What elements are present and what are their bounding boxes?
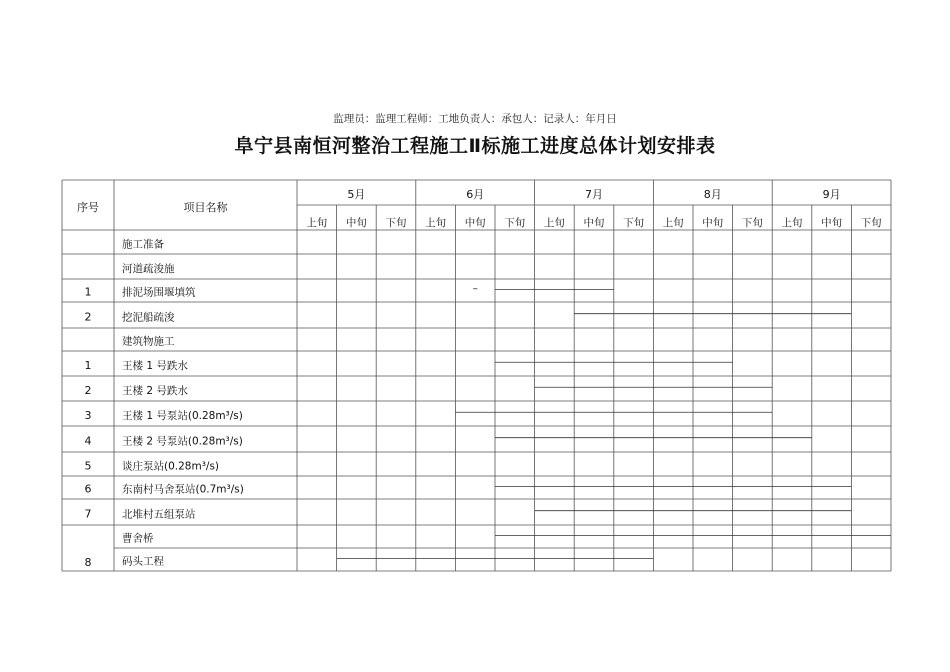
row-name: 王楼 1 号跌水 [122,360,188,372]
row-name: 挖泥船疏浚 [122,311,175,324]
row-seq: 2 [84,310,92,324]
header-period: 下旬 [741,217,763,229]
header-month: 7月 [585,188,603,201]
row-seq: 3 [84,409,92,422]
header-period: 中旬 [702,217,724,229]
row-name: 东南村马舍泵站(0.7m³/s) [122,483,244,496]
row-name: 排泥场围堰填筑 [122,286,196,299]
row-seq: 2 [84,384,92,397]
row-name: 河道疏浚施 [122,263,175,275]
header-name: 项目名称 [183,201,228,214]
row-seq: 5 [84,459,92,473]
row-name: 王楼 1 号泵站(0.28m³/s) [122,410,243,422]
row-name: 施工准备 [122,238,164,251]
row-name: 曹舍桥 [122,532,154,545]
row-seq: 8 [84,556,92,569]
header-period: 中旬 [583,217,605,229]
row-seq: 4 [84,434,92,448]
row-seq: 7 [84,507,92,521]
header-period: 上旬 [781,217,803,229]
header-month: 8月 [703,188,722,201]
row-name: 王楼 2 号泵站(0.28m³/s) [122,435,243,448]
header-period: 上旬 [425,217,447,229]
header-period: 中旬 [464,217,486,229]
signature-line: 监理员：监理工程师：工地负责人：承包人：记录人：年月日 [333,113,617,125]
row-name: 谈庄泵站(0.28m³/s) [122,460,220,473]
header-period: 上旬 [543,217,565,229]
header-month: 9月 [822,188,841,201]
header-month: 5月 [347,188,366,201]
row-seq: 1 [84,285,92,299]
row-seq: 1 [84,359,92,372]
header-period: 下旬 [504,217,526,229]
header-period: 下旬 [385,217,407,229]
row-mark: – [472,283,478,295]
header-period: 下旬 [860,217,882,229]
row-name: 建筑物施工 [122,335,175,348]
header-period: 中旬 [821,217,843,229]
header-period: 上旬 [306,217,328,229]
header-period: 上旬 [662,217,684,229]
page-title: 阜宁县南恒河整治工程施工Ⅱ标施工进度总体计划安排表 [234,135,716,157]
row-name: 北堆村五组泵站 [122,508,196,521]
row-name: 王楼 2 号跌水 [122,385,188,397]
header-seq: 序号 [77,201,99,214]
header-period: 下旬 [623,217,645,229]
header-month: 6月 [466,188,485,201]
header-period: 中旬 [345,217,367,229]
row-seq: 6 [84,482,92,496]
row-name: 码头工程 [122,555,164,568]
